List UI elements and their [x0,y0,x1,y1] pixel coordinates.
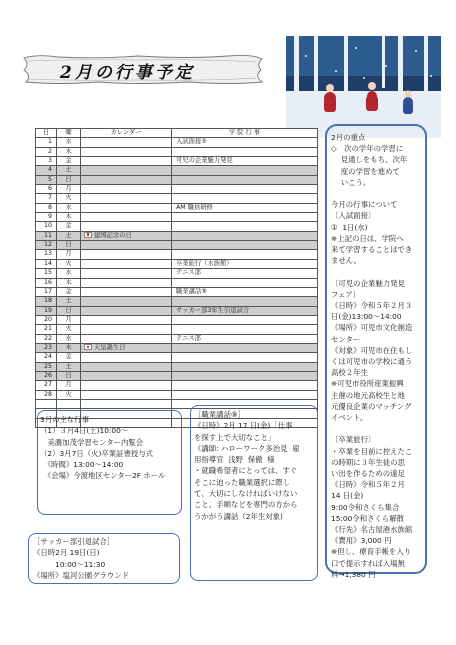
focus-line: 《日時》令和５年２月３ [331,301,413,311]
day-cell: 23 [36,343,57,352]
calendar-cell [81,259,172,268]
winter-scene-illustration [286,36,441,138]
calendar-row [36,269,318,278]
lecture-line: ・就職希望者にとっては、すぐ [194,466,298,476]
focus-line: 主催の地元高校生と地 [331,390,405,400]
focus-line: い出を作るための遠足 [331,469,405,479]
school-event-cell [172,325,318,334]
school-event-cell [172,362,318,371]
school-event-cell [172,185,318,194]
career-lecture-text [194,409,300,522]
calendar-cell [81,278,172,287]
school-event-cell [172,278,318,287]
calendar-cell [81,399,172,408]
calendar-row [36,138,318,147]
calendar-row [36,315,318,324]
school-event-cell [172,231,318,240]
calendar-cell [81,138,172,147]
weekday-cell: 日 [57,175,81,184]
calendar-row [36,353,318,362]
calendar-cell [81,325,172,334]
lecture-line: 用指導官 浅野 保徹 様 [194,455,275,465]
focus-line: ◇ 次の学年の学習に [331,144,404,154]
weekday-cell: 金 [57,222,81,231]
weekday-cell: 火 [57,390,81,399]
calendar-row [36,157,318,166]
calendar-row [36,250,318,259]
day-cell: 16 [36,278,57,287]
soccer-retirement-text [33,536,129,581]
day-cell: 18 [36,297,57,306]
school-event-cell: AM 職員研修 [172,203,318,212]
day-cell: 24 [36,353,57,362]
focus-line: フェア〕 [331,289,361,299]
calendar-cell [81,297,172,306]
focus-line: いこう。 [331,177,371,187]
day-cell: 3 [36,157,57,166]
school-event-cell [172,371,318,380]
calendar-row [36,278,318,287]
school-event-cell [172,166,318,175]
calendar-cell [81,222,172,231]
school-event-cell [172,297,318,306]
focus-line: センター [331,334,361,344]
march-line: （2）3月7日（火)卒業証書授与式 [40,448,154,458]
day-cell [36,399,57,408]
weekday-cell: 土 [57,362,81,371]
weekday-cell: 土 [57,297,81,306]
day-cell: 14 [36,259,57,268]
calendar-row [36,362,318,371]
focus-line [331,423,425,434]
header-day: 日 [36,129,57,138]
focus-line [331,266,425,277]
calendar-cell [81,166,172,175]
day-cell: 8 [36,203,57,212]
calendar-cell [81,185,172,194]
focus-line: 口で提示すれば入場無 [331,558,405,568]
focus-line: 元優良企業のマッチング [331,401,412,411]
calendar-cell [81,175,172,184]
calendar-row [36,259,318,268]
day-cell: 15 [36,269,57,278]
holiday-name: 天皇誕生日 [94,343,126,351]
calendar-row [36,222,318,231]
school-event-cell [172,194,318,203]
focus-line: 《日時》令和５年２月 [331,480,405,490]
focus-line: 今月の行事について [331,200,398,210]
calendar-row [36,381,318,390]
weekday-cell: 日 [57,306,81,315]
school-event-cell: 職業講話⑨ [172,287,318,296]
focus-line: 〔可児の企業魅力発見 [331,278,405,288]
school-event-cell [172,213,318,222]
weekday-cell [57,399,81,408]
focus-line: ・卒業を目前に控えたこ [331,446,413,456]
calendar-cell [81,194,172,203]
day-cell: 4 [36,166,57,175]
lecture-line: 《講師: ハローワーク多治見 雇 [194,443,300,453]
calendar-cell [81,231,172,240]
calendar-cell [81,381,172,390]
day-cell: 26 [36,371,57,380]
calendar-row [36,325,318,334]
monthly-focus-text [331,132,425,580]
school-event-cell: 卒業旅行（水族館） [172,259,318,268]
school-event-cell: サッカー部3年生引退試合 [172,306,318,315]
focus-line: 〔入試面接〕 [331,211,376,221]
day-cell: 7 [36,194,57,203]
weekday-cell: 火 [57,325,81,334]
calendar-header-row [36,129,318,138]
japan-flag-icon [84,344,92,350]
school-event-cell [172,343,318,352]
march-events-text [40,414,165,482]
lecture-line: こと、手順などを専門の方から [194,500,298,510]
lecture-line: そこに迫った職業選択に際し [194,477,291,487]
focus-line: 15:00令和さくら解散 [331,513,405,523]
calendar-row [36,147,318,156]
focus-line: 日(金)13:00～14:00 [331,312,402,322]
school-event-cell [172,175,318,184]
calendar-cell [81,334,172,343]
march-line: 3月の主な行事 [40,415,90,424]
day-cell: 17 [36,287,57,296]
focus-line: ① 1日(水) [331,222,368,232]
calendar-cell [81,269,172,278]
day-cell: 19 [36,306,57,315]
day-cell: 13 [36,250,57,259]
school-event-cell [172,241,318,250]
focus-line: くは可児市の学校に通う [331,357,413,367]
japan-flag-icon [84,232,92,238]
weekday-cell: 木 [57,343,81,352]
calendar-row [36,203,318,212]
focus-line [331,188,425,199]
day-cell: 27 [36,381,57,390]
calendar-cell [81,362,172,371]
holiday-name: 建国記念の日 [94,231,132,239]
calendar-cell [81,315,172,324]
weekday-cell: 金 [57,353,81,362]
focus-line: イベント。 [331,413,368,423]
march-line: 《時間》13:00～14:00 [40,460,124,470]
calendar-cell [81,343,172,352]
weekday-cell: 土 [57,231,81,240]
calendar-row [36,334,318,343]
weekday-cell: 火 [57,259,81,268]
calendar-row [36,175,318,184]
calendar-row [36,166,318,175]
school-event-cell [172,250,318,259]
weekday-cell: 金 [57,157,81,166]
calendar-cell [81,203,172,212]
calendar-cell [81,241,172,250]
calendar-cell [81,147,172,156]
calendar-cell [81,353,172,362]
day-cell: 2 [36,147,57,156]
focus-line: の時期に３年生徒の思 [331,457,405,467]
day-cell: 6 [36,185,57,194]
weekday-cell: 日 [57,241,81,250]
weekday-cell: 日 [57,371,81,380]
school-event-cell [172,147,318,156]
weekday-cell: 水 [57,334,81,343]
focus-line: 9:00令和さくら集合 [331,502,400,512]
focus-line: 度の学習を進めて [331,166,400,176]
school-event-cell [172,222,318,231]
school-event-cell [172,390,318,399]
day-cell: 9 [36,213,57,222]
focus-line: ※上記の日は、学院へ [331,233,404,243]
calendar-row [36,390,318,399]
weekday-cell: 土 [57,166,81,175]
weekday-cell: 月 [57,185,81,194]
calendar-cell [81,157,172,166]
header-calendar: カレンダー [81,129,172,138]
calendar-cell [81,213,172,222]
calendar-row [36,213,318,222]
weekday-cell: 木 [57,278,81,287]
weekday-cell: 木 [57,213,81,222]
weekday-cell: 金 [57,287,81,296]
day-cell: 21 [36,325,57,334]
march-line: 《会場》今渡地区センター2F ホール [40,471,166,481]
weekday-cell: 月 [57,315,81,324]
focus-line: 来て学習することはでき [331,245,413,255]
lecture-line: うかがう講話（2年生対象) [194,511,283,521]
calendar-body [36,138,318,428]
weekday-cell: 月 [57,250,81,259]
lecture-line: て、大切にしなければいけない [194,489,298,499]
day-cell: 22 [36,334,57,343]
focus-line: 見通しをもち、次年 [331,155,408,165]
soccer-line: 《場所》塩河公園グラウンド [33,570,130,580]
calendar-row [36,343,318,352]
calendar-row [36,241,318,250]
school-event-cell: 入試面接⑤ [172,138,318,147]
weekday-cell: 水 [57,203,81,212]
calendar-row [36,306,318,315]
soccer-line: 10:00～11:30 [33,559,106,569]
calendar-cell [81,287,172,296]
march-line: 美濃加茂学習センター内覧会 [40,437,144,447]
march-line: （1）３月4日(土)10:00～ [40,426,129,436]
calendar-cell [81,371,172,380]
soccer-line: 《日時2月 19日(日) [33,548,100,558]
school-event-cell [172,353,318,362]
focus-line: 料→1,380 円 [331,569,376,579]
soccer-line: ［サッカー部引退試合］ [33,537,115,546]
school-event-cell [172,315,318,324]
calendar-row [36,371,318,380]
weekday-cell: 木 [57,147,81,156]
focus-line: 〔卒業旅行〕 [331,435,376,445]
focus-line: ※可児市役所産業振興 [331,379,404,389]
lecture-line: を探す上で大切なこと」 [194,432,276,442]
calendar-table [35,128,318,428]
focus-line: 2月の重点 [331,133,366,142]
focus-line: ※但し、療育手帳を入り [331,547,412,557]
lecture-line: ［職業講話⑨］ [194,410,245,419]
weekday-cell: 水 [57,138,81,147]
focus-line: ません。 [331,256,362,266]
header-school-event: 学 院 行 事 [172,129,318,138]
focus-line: 《行先》名古屋港水族館 [331,525,413,535]
weekday-cell: 火 [57,194,81,203]
weekday-cell: 水 [57,269,81,278]
day-cell: 1 [36,138,57,147]
day-cell: 11 [36,231,57,240]
school-event-cell: 可児の企業魅力発見 [172,157,318,166]
day-cell: 10 [36,222,57,231]
focus-line: 《費用》3,000 円 [331,536,392,546]
focus-line: 《場所》可児市文化創造 [331,323,413,333]
day-cell: 20 [36,315,57,324]
calendar-cell [81,250,172,259]
day-cell: 25 [36,362,57,371]
calendar-row [36,185,318,194]
school-event-cell: テニス部 [172,334,318,343]
header-weekday: 曜 [57,129,81,138]
focus-line: 高校２年生 [331,368,368,378]
focus-line: 《対象》可児市在住もし [331,345,413,355]
calendar-row [36,297,318,306]
day-cell: 28 [36,390,57,399]
calendar-row [36,231,318,240]
calendar-row [36,287,318,296]
calendar-cell [81,306,172,315]
school-event-cell: テニス部 [172,269,318,278]
day-cell: 5 [36,175,57,184]
lecture-line: 《日時》2月 17 日(金)「仕事 [194,421,293,431]
calendar-cell [81,390,172,399]
weekday-cell: 月 [57,381,81,390]
day-cell: 12 [36,241,57,250]
focus-line: 14 日(金) [331,491,364,501]
school-event-cell [172,381,318,390]
page-title: 2月の行事予定 [60,63,195,83]
calendar-row [36,194,318,203]
